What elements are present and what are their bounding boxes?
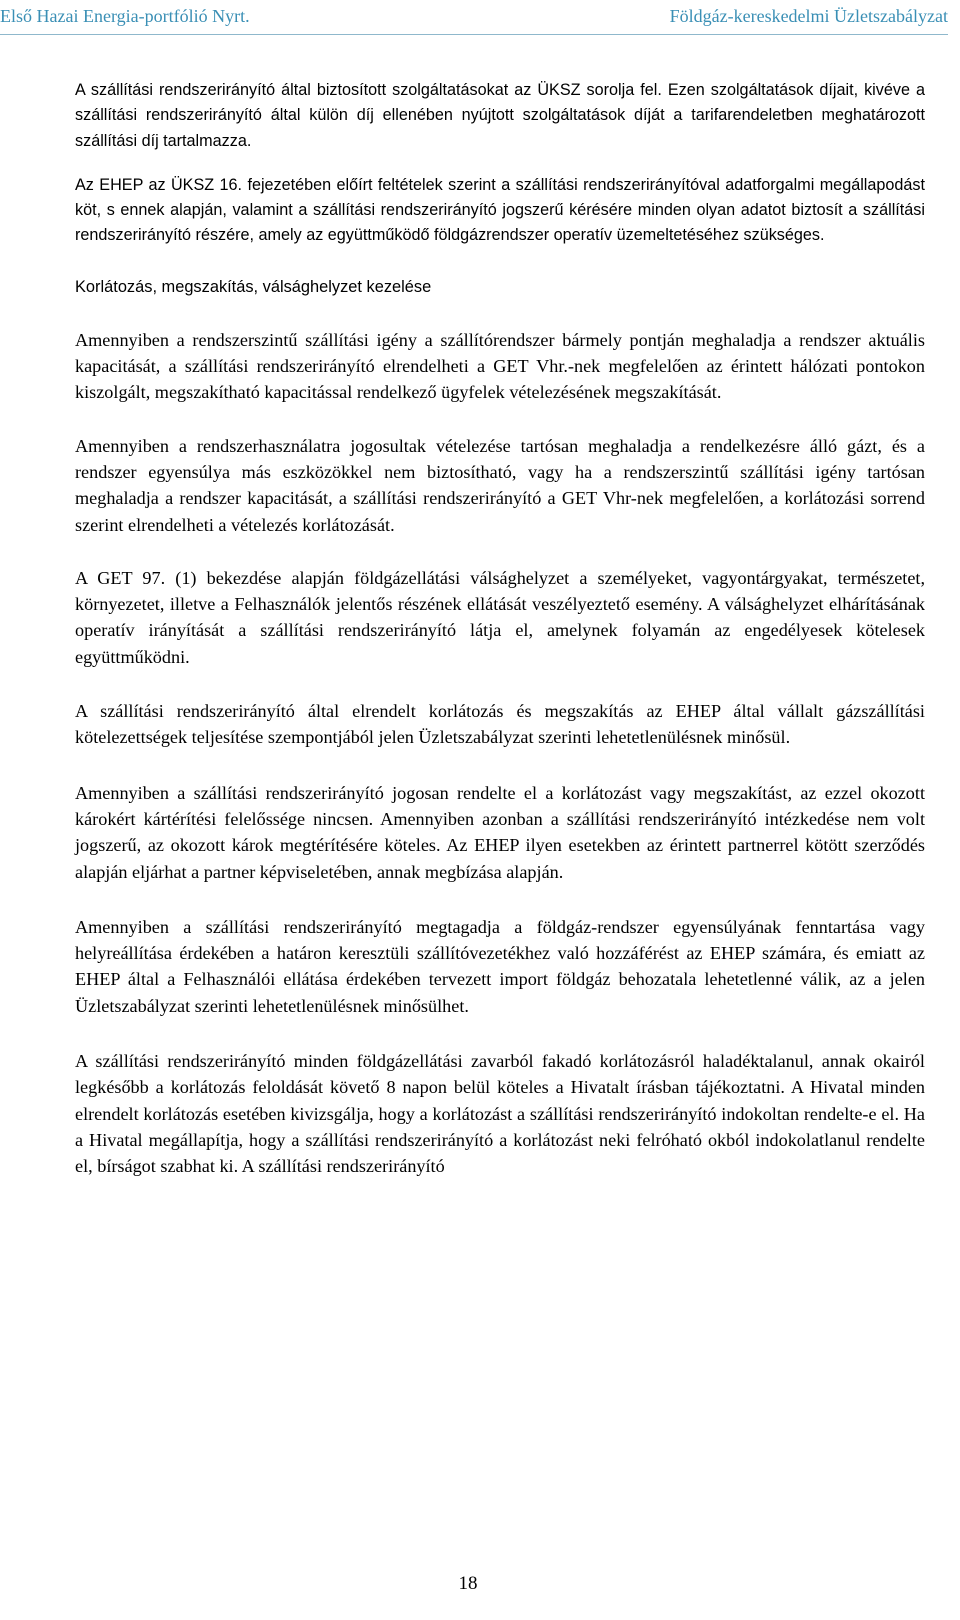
paragraph-interruption: Amennyiben a rendszerszintű szállítási igény a szállítórendszer bármely pontján meghaladja a rendszer aktuális kapacitását, a szállítási rendszerirányító elrendelheti a GET Vhr.-nek megfelelően az érintett hálózati pontokon kiszolgált, megszakítható kapacitással rendelkező ügyfelek vételezésének megszakítását. xyxy=(75,329,925,403)
paragraph-authority-notification: A szállítási rendszerirányító minden földgázellátási zavarból fakadó korlátozásról haladéktalanul, annak okairól legkésőbb a korlátozás feloldását követő 8 napon belül köteles a Hivatalt írásban tájékoztatni. A Hivatal minden elrendelt korlátozás esetében kivizsgálja, hogy a korlátozást a szállítási rendszerirányító indokoltan rendelte-e el. Ha a Hivatal megállapítja, hogy a szállítási rendszerirányító a korlátozást neki felróható okból indokolatlanul rendelte el, bírságot szabhat ki. A szállítási rendszerirányító xyxy=(75,1051,925,1177)
section-heading: Korlátozás, megszakítás, válsághelyzet kezelése xyxy=(75,277,432,296)
paragraph-cross-border-access: Amennyiben a szállítási rendszerirányító megtagadja a földgáz-rendszer egyensúlyának fenntartása vagy helyreállítása érdekében a határon keresztüli szállítóvezetékhez való hozzáférést az EHEP számára, és emiatt az EHEP által a Felhasználói ellátása érdekében tervezett import földgáz behozatala lehetetlenné válik, az a jelen Üzletszabályzat szerinti lehetetlenülésnek minősülhet. xyxy=(75,916,925,1016)
page-number: 18 xyxy=(458,1573,478,1594)
header-divider xyxy=(0,34,948,35)
paragraph-limitation: Amennyiben a rendszerhasználatra jogosultak vételezése tartósan meghaladja a rendelkezésre álló gázt, és a rendszer egyensúlya más eszközökkel nem biztosítható, vagy ha a rendszerszintű szállítási igény tartósan meghaladja a rendszer kapacitását, a szállítási rendszerirányító a GET Vhr-nek megfelelően, a korlátozási sorrend szerint elrendelheti a vételezés korlátozását. xyxy=(75,435,925,535)
document-body xyxy=(75,78,925,1180)
header-company-name: Első Hazai Energia-portfólió Nyrt. xyxy=(0,6,250,26)
paragraph-impossibility: A szállítási rendszerirányító által elrendelt korlátozás és megszakítás az EHEP által vállalt gázszállítási kötelezettségek teljesítése szempontjából jelen Üzletszabályzat szerinti lehetetlenülésnek minősül. xyxy=(75,701,925,748)
paragraph-liability: Amennyiben a szállítási rendszerirányító jogosan rendelte el a korlátozást vagy megszakítást, az ezzel okozott károkért kártérítési felelőssége nincsen. Amennyiben azonban a szállítási rendszerirányító intézkedése nem volt jogszerű, az okozott károk megtérítésére köteles. Az EHEP ilyen esetekben az érintett partnerrel kötött szerződés alapján eljárhat a partner képviseletében, annak megbízása alapján. xyxy=(75,782,925,882)
paragraph-data-exchange: Az EHEP az ÜKSZ 16. fejezetében előírt feltételek szerint a szállítási rendszerirányítóval adatforgalmi megállapodást köt, s ennek alapján, valamint a szállítási rendszerirányító jogszerű kérésére minden olyan adatot biztosít a szállítási rendszerirányító részére, amely az együttműködő földgázrendszer operatív üzemeltetéséhez szükséges. xyxy=(75,175,925,245)
page-header xyxy=(0,0,960,40)
header-document-title: Földgáz-kereskedelmi Üzletszabályzat xyxy=(669,6,948,26)
paragraph-services: A szállítási rendszerirányító által biztosított szolgáltatásokat az ÜKSZ sorolja fel. Ezen szolgáltatások díjait, kivéve a szállítási rendszerirányító által külön díj ellenében nyújtott szolgáltatások díját a tarifarendeletben meghatározott szállítási díj tartalmazza. xyxy=(75,81,925,150)
paragraph-crisis: A GET 97. (1) bekezdése alapján földgázellátási válsághelyzet a személyeket, vagyontárgyakat, természetet, környezetet, illetve a Felhasználók jelentős részének ellátását veszélyeztető esemény. A válsághelyzet elhárításának operatív irányítását a szállítási rendszerirányító látja el, amelynek folyamán az engedélyesek kötelesek együttműködni. xyxy=(75,567,925,667)
